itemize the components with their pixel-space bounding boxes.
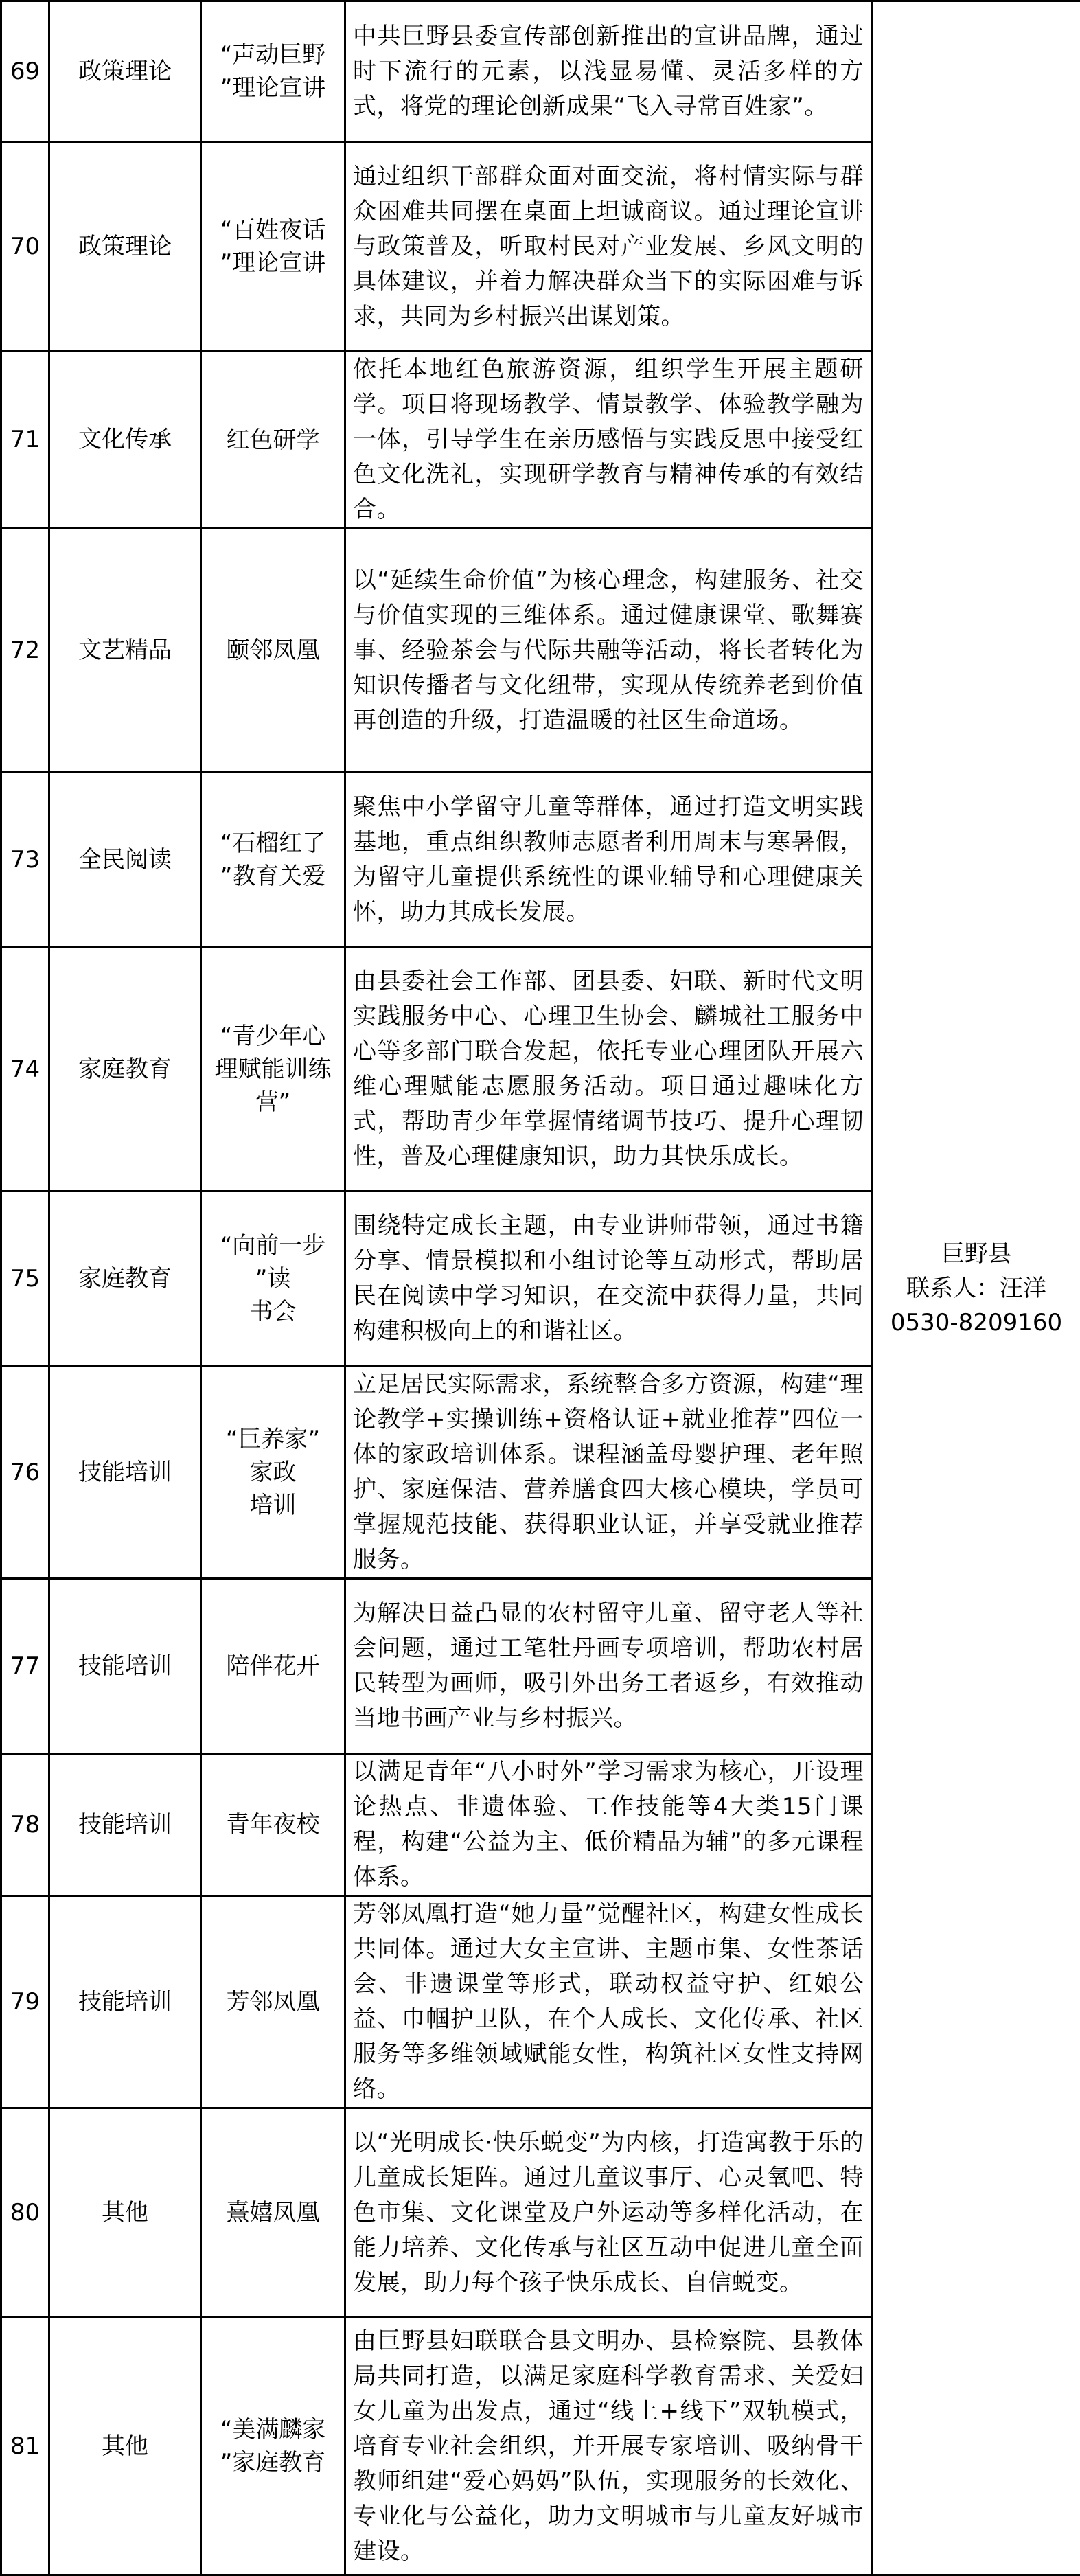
project-name-cell (201, 142, 345, 352)
project-name-line: ”教育关爱 (206, 860, 340, 893)
project-name-line: “百姓夜话 (206, 214, 340, 247)
table-body (1, 1, 1080, 2575)
category-cell: 家庭教育 (49, 948, 201, 1192)
project-name-line: ”理论宣讲 (206, 71, 340, 104)
project-name-line: “巨养家” (206, 1423, 340, 1456)
project-name-line: 熹嬉凤凰 (206, 2196, 340, 2229)
row-number: 77 (1, 1579, 49, 1754)
category-cell: 文艺精品 (49, 529, 201, 773)
description-cell: 围绕特定成长主题，由专业讲师带领，通过书籍分享、情景模拟和小组讨论等互动形式，帮助居民在阅读中学习知识，在交流中获得力量，共同构建积极向上的和谐社区。 (345, 1192, 872, 1367)
description-cell: 以“光明成长·快乐蜕变”为内核，打造寓教于乐的儿童成长矩阵。通过儿童议事厅、心灵氧吧、特色市集、文化课堂及户外运动等多样化活动，在能力培养、文化传承与社区互动中促进儿童全面发展，助力每个孩子快乐成长、自信蜕变。 (345, 2108, 872, 2318)
project-name-line: “青少年心 (206, 1020, 340, 1053)
category-cell: 家庭教育 (49, 1192, 201, 1367)
row-number: 78 (1, 1754, 49, 1896)
project-name-cell (201, 1192, 345, 1367)
description-cell: 立足居民实际需求，系统整合多方资源，构建“理论教学+实操训练+资格认证+就业推荐”四位一体的家政培训体系。课程涵盖母婴护理、老年照护、家庭保洁、营养膳食四大核心模块，学员可掌握规范技能、获得职业认证，并享受就业推荐服务。 (345, 1367, 872, 1579)
table-row (1, 1, 1080, 142)
row-number: 76 (1, 1367, 49, 1579)
row-number: 79 (1, 1896, 49, 2108)
project-name-cell (201, 2318, 345, 2575)
category-cell: 文化传承 (49, 352, 201, 529)
project-name-cell (201, 2108, 345, 2318)
row-number: 80 (1, 2108, 49, 2318)
project-name-line: “向前一步 (206, 1229, 340, 1262)
category-cell: 技能培训 (49, 1754, 201, 1896)
category-cell: 全民阅读 (49, 773, 201, 948)
project-name-line: 书会 (206, 1295, 340, 1328)
row-number: 74 (1, 948, 49, 1192)
category-cell: 其他 (49, 2318, 201, 2575)
project-name-cell (201, 1367, 345, 1579)
description-cell: 为解决日益凸显的农村留守儿童、留守老人等社会问题，通过工笔牡丹画专项培训，帮助农村居民转型为画师，吸引外出务工者返乡，有效推动当地书画产业与乡村振兴。 (345, 1579, 872, 1754)
project-name-cell (201, 1, 345, 142)
contact-cell (872, 1, 1080, 2575)
description-cell: 以满足青年“八小时外”学习需求为核心，开设理论热点、非遗体验、工作技能等4大类15门课程，构建“公益为主、低价精品为辅”的多元课程体系。 (345, 1754, 872, 1896)
project-name-line: “声动巨野 (206, 38, 340, 71)
project-name-line: 青年夜校 (206, 1808, 340, 1841)
row-number: 75 (1, 1192, 49, 1367)
description-cell: 由巨野县妇联联合县文明办、县检察院、县教体局共同打造，以满足家庭科学教育需求、关爱妇女儿童为出发点，通过“线上+线下”双轨模式，培育专业社会组织，并开展专家培训、吸纳骨干教师组建“爱心妈妈”队伍，实现服务的长效化、专业化与公益化，助力文明城市与儿童友好城市建设。 (345, 2318, 872, 2575)
category-cell: 其他 (49, 2108, 201, 2318)
category-cell: 技能培训 (49, 1367, 201, 1579)
contact-person: 联系人：汪洋 (873, 1271, 1080, 1306)
row-number: 69 (1, 1, 49, 142)
description-cell: 通过组织干部群众面对面交流，将村情实际与群众困难共同摆在桌面上坦诚商议。通过理论宣讲与政策普及，听取村民对产业发展、乡风文明的具体建议，并着力解决群众当下的实际困难与诉求，共同为乡村振兴出谋划策。 (345, 142, 872, 352)
row-number: 71 (1, 352, 49, 529)
description-cell: 由县委社会工作部、团县委、妇联、新时代文明实践服务中心、心理卫生协会、麟城社工服务中心等多部门联合发起，依托专业心理团队开展六维心理赋能志愿服务活动。项目通过趣味化方式，帮助青少年掌握情绪调节技巧、提升心理韧性，普及心理健康知识，助力其快乐成长。 (345, 948, 872, 1192)
row-number: 81 (1, 2318, 49, 2575)
category-cell: 技能培训 (49, 1579, 201, 1754)
project-name-line: 颐邻凤凰 (206, 634, 340, 667)
project-name-cell (201, 1579, 345, 1754)
row-number: 72 (1, 529, 49, 773)
project-name-cell (201, 773, 345, 948)
description-cell: 聚焦中小学留守儿童等群体，通过打造文明实践基地，重点组织教师志愿者利用周末与寒暑假，为留守儿童提供系统性的课业辅导和心理健康关怀，助力其成长发展。 (345, 773, 872, 948)
project-name-line: “石榴红了 (206, 827, 340, 860)
project-name-line: 理赋能训练 (206, 1053, 340, 1086)
project-name-line: 家政 (206, 1456, 340, 1489)
project-name-cell (201, 529, 345, 773)
description-cell: 依托本地红色旅游资源，组织学生开展主题研学。项目将现场教学、情景教学、体验教学融为一体，引导学生在亲历感悟与实践反思中接受红色文化洗礼，实现研学教育与精神传承的有效结合。 (345, 352, 872, 529)
project-name-line: ”理论宣讲 (206, 247, 340, 280)
contact-county: 巨野县 (873, 1237, 1080, 1271)
description-cell: 中共巨野县委宣传部创新推出的宣讲品牌，通过时下流行的元素，以浅显易懂、灵活多样的方式，将党的理论创新成果“飞入寻常百姓家”。 (345, 1, 872, 142)
row-number: 70 (1, 142, 49, 352)
project-name-line: 陪伴花开 (206, 1650, 340, 1683)
project-name-line: 红色研学 (206, 424, 340, 457)
contact-phone: 0530-8209160 (873, 1306, 1080, 1340)
description-cell: 芳邻凤凰打造“她力量”觉醒社区，构建女性成长共同体。通过大女主宣讲、主题市集、女性茶话会、非遗课堂等形式，联动权益守护、红娘公益、巾帼护卫队，在个人成长、文化传承、社区服务等多维领域赋能女性，构筑社区女性支持网络。 (345, 1896, 872, 2108)
project-name-line: ”家庭教育 (206, 2446, 340, 2479)
description-cell: 以“延续生命价值”为核心理念，构建服务、社交与价值实现的三维体系。通过健康课堂、歌舞赛事、经验茶会与代际共融等活动，将长者转化为知识传播者与文化纽带，实现从传统养老到价值再创造的升级，打造温暖的社区生命道场。 (345, 529, 872, 773)
project-name-line: ”读 (206, 1262, 340, 1295)
project-name-cell (201, 1754, 345, 1896)
project-name-line: “美满麟家 (206, 2413, 340, 2446)
project-name-cell (201, 1896, 345, 2108)
project-name-line: 培训 (206, 1489, 340, 1522)
category-cell: 政策理论 (49, 1, 201, 142)
project-name-line: 芳邻凤凰 (206, 1985, 340, 2018)
row-number: 73 (1, 773, 49, 948)
project-name-cell (201, 948, 345, 1192)
category-cell: 政策理论 (49, 142, 201, 352)
project-name-line: 营” (206, 1086, 340, 1119)
project-name-cell (201, 352, 345, 529)
category-cell: 技能培训 (49, 1896, 201, 2108)
